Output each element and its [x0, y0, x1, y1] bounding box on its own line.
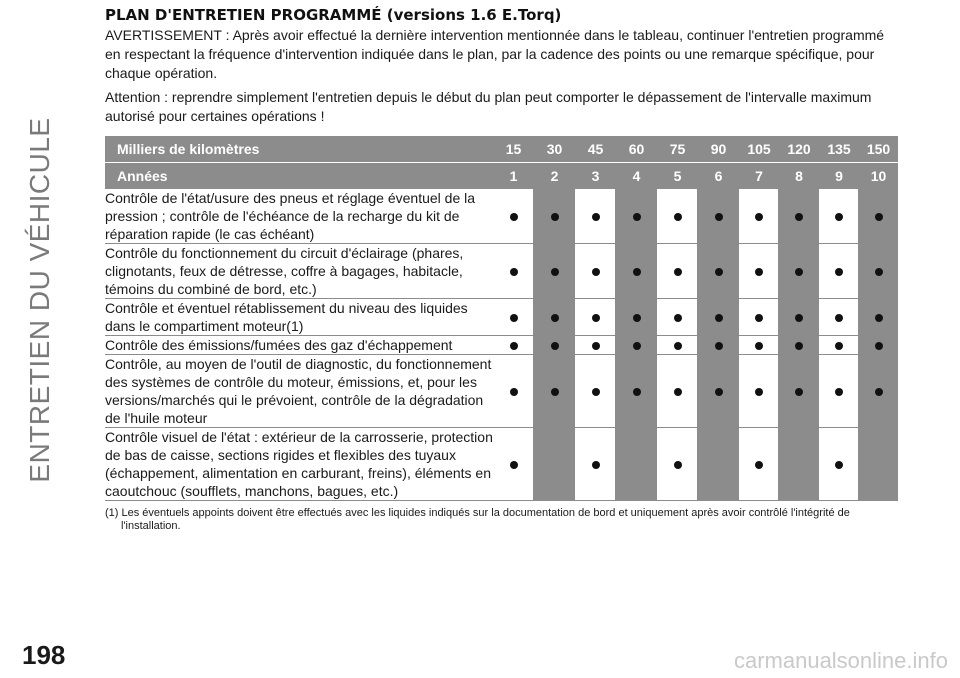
- interval-cell: [819, 299, 859, 336]
- interval-cell: [698, 336, 739, 355]
- interval-cell: [739, 189, 779, 244]
- interval-cell: [657, 355, 698, 428]
- check-dot-icon: [795, 342, 803, 350]
- section-side-title: ENTRETIEN DU VÉHICULE: [24, 117, 55, 483]
- operation-description: Contrôle visuel de l'état : extérieur de la carrosserie, protection de bas de caisse, sections rigides et flexibles des tuyaux (échappement, alimentation en carburant, freins), éléments en caoutchouc (soufflets, manchons, bagues, etc.): [105, 429, 493, 499]
- interval-cell: [657, 336, 698, 355]
- years-header-cell: 8: [779, 163, 819, 190]
- interval-cell: [859, 428, 898, 501]
- years-header-cell: 2: [534, 163, 575, 190]
- interval-cell: [493, 244, 534, 299]
- warning-paragraph: AVERTISSEMENT : Après avoir effectué la dernière intervention mentionnée dans le tableau, continuer l'entretien programmé en respectant la fréquence d'intervention indiquée dans le plan, par la cadence des points ou une remarque spécifique, pour chaque opération.: [105, 27, 885, 81]
- header-row-kilometers: [105, 136, 898, 163]
- interval-cell: [779, 189, 819, 244]
- interval-cell: [657, 244, 698, 299]
- km-header-cell: 30: [534, 136, 575, 163]
- footnote-line-2: l'installation.: [121, 520, 181, 532]
- check-dot-icon: [510, 268, 518, 276]
- interval-cell: [575, 244, 616, 299]
- interval-cell: [575, 428, 616, 501]
- check-dot-icon: [755, 213, 763, 221]
- check-dot-icon: [633, 213, 641, 221]
- check-dot-icon: [633, 342, 641, 350]
- years-header-cell: 1: [493, 163, 534, 190]
- check-dot-icon: [592, 461, 600, 469]
- interval-cell: [575, 336, 616, 355]
- check-dot-icon: [715, 314, 723, 322]
- check-dot-icon: [715, 268, 723, 276]
- check-dot-icon: [795, 213, 803, 221]
- check-dot-icon: [592, 213, 600, 221]
- interval-cell: [819, 336, 859, 355]
- interval-cell: [779, 299, 819, 336]
- interval-cell: [616, 299, 657, 336]
- check-dot-icon: [674, 342, 682, 350]
- check-dot-icon: [835, 342, 843, 350]
- check-dot-icon: [795, 388, 803, 396]
- interval-cell: [616, 428, 657, 501]
- check-dot-icon: [592, 268, 600, 276]
- check-dot-icon: [674, 314, 682, 322]
- check-dot-icon: [551, 388, 559, 396]
- check-dot-icon: [674, 213, 682, 221]
- check-dot-icon: [755, 461, 763, 469]
- check-dot-icon: [875, 314, 883, 322]
- km-header-cell: 45: [575, 136, 616, 163]
- check-dot-icon: [551, 314, 559, 322]
- interval-cell: [616, 336, 657, 355]
- years-header-cell: 5: [657, 163, 698, 190]
- km-header-label: Milliers de kilomètres: [105, 136, 493, 163]
- years-header-cell: 6: [698, 163, 739, 190]
- years-header-cell: 10: [859, 163, 898, 190]
- check-dot-icon: [835, 268, 843, 276]
- page-number: 198: [22, 640, 66, 670]
- check-dot-icon: [674, 268, 682, 276]
- check-dot-icon: [795, 314, 803, 322]
- interval-cell: [616, 244, 657, 299]
- check-dot-icon: [715, 213, 723, 221]
- interval-cell: [657, 299, 698, 336]
- years-header-cell: 7: [739, 163, 779, 190]
- km-header-cell: 135: [819, 136, 859, 163]
- watermark-text: carmanualsonline.info: [733, 648, 948, 673]
- years-header-label: Années: [105, 163, 493, 190]
- check-dot-icon: [755, 342, 763, 350]
- check-dot-icon: [551, 342, 559, 350]
- interval-cell: [657, 189, 698, 244]
- page-heading: PLAN D'ENTRETIEN PROGRAMMÉ (versions 1.6 E.Torq): [105, 6, 562, 24]
- interval-cell: [819, 428, 859, 501]
- check-dot-icon: [875, 213, 883, 221]
- check-dot-icon: [875, 268, 883, 276]
- check-dot-icon: [633, 314, 641, 322]
- operation-description: Contrôle, au moyen de l'outil de diagnostic, du fonctionnement des systèmes de contrôle du moteur, émissions, et, pour les versions/marchés qui le prévoient, contrôle de la dégradation de l'huile moteur: [105, 356, 492, 426]
- footnote: [105, 507, 895, 533]
- maintenance-table: [105, 136, 898, 501]
- interval-cell: [819, 244, 859, 299]
- check-dot-icon: [592, 388, 600, 396]
- interval-cell: [575, 299, 616, 336]
- interval-cell: [493, 189, 534, 244]
- interval-cell: [534, 299, 575, 336]
- operation-description: Contrôle du fonctionnement du circuit d'éclairage (phares, clignotants, feux de détresse, coffre à bagages, habitacle, témoins du combiné de bord, etc.): [105, 244, 493, 299]
- interval-cell: [575, 355, 616, 428]
- check-dot-icon: [674, 388, 682, 396]
- check-dot-icon: [510, 461, 518, 469]
- check-dot-icon: [551, 213, 559, 221]
- check-dot-icon: [510, 213, 518, 221]
- table-row: [105, 189, 898, 244]
- years-header-cell: 3: [575, 163, 616, 190]
- check-dot-icon: [510, 314, 518, 322]
- interval-cell: [739, 244, 779, 299]
- table-body: [105, 189, 898, 501]
- years-header-cell: 9: [819, 163, 859, 190]
- interval-cell: [859, 336, 898, 355]
- table-row: [105, 336, 898, 355]
- interval-cell: [779, 428, 819, 501]
- interval-cell: [698, 189, 739, 244]
- operation-description: Contrôle des émissions/fumées des gaz d'échappement: [105, 336, 493, 355]
- header-row-years: [105, 163, 898, 190]
- check-dot-icon: [795, 268, 803, 276]
- interval-cell: [859, 299, 898, 336]
- interval-cell: [698, 299, 739, 336]
- interval-cell: [819, 355, 859, 428]
- interval-cell: [698, 355, 739, 428]
- km-header-cell: 105: [739, 136, 779, 163]
- interval-cell: [739, 428, 779, 501]
- km-header-cell: 60: [616, 136, 657, 163]
- interval-cell: [493, 299, 534, 336]
- check-dot-icon: [510, 388, 518, 396]
- interval-cell: [534, 189, 575, 244]
- interval-cell: [779, 336, 819, 355]
- check-dot-icon: [715, 342, 723, 350]
- check-dot-icon: [755, 388, 763, 396]
- interval-cell: [779, 355, 819, 428]
- interval-cell: [493, 336, 534, 355]
- operation-description: Contrôle de l'état/usure des pneus et réglage éventuel de la pression ; contrôle de l'échéance de la recharge du kit de réparation rapide (le cas échéant): [105, 189, 493, 244]
- check-dot-icon: [835, 388, 843, 396]
- check-dot-icon: [633, 268, 641, 276]
- km-header-cell: 150: [859, 136, 898, 163]
- table-row: [105, 244, 898, 299]
- km-header-cell: 90: [698, 136, 739, 163]
- interval-cell: [534, 428, 575, 501]
- table-row: [105, 428, 898, 501]
- check-dot-icon: [633, 388, 641, 396]
- check-dot-icon: [715, 388, 723, 396]
- interval-cell: [534, 244, 575, 299]
- interval-cell: [739, 336, 779, 355]
- interval-cell: [534, 355, 575, 428]
- interval-cell: [493, 355, 534, 428]
- check-dot-icon: [755, 314, 763, 322]
- check-dot-icon: [674, 461, 682, 469]
- years-header-cell: 4: [616, 163, 657, 190]
- check-dot-icon: [835, 213, 843, 221]
- interval-cell: [698, 244, 739, 299]
- interval-cell: [657, 428, 698, 501]
- interval-cell: [493, 428, 534, 501]
- footnote-line-1: (1) Les éventuels appoints doivent être effectués avec les liquides indiqués sur la documentation de bord et uniquement après avoir contrôlé l'intégrité de: [105, 507, 850, 519]
- km-header-cell: 120: [779, 136, 819, 163]
- table-row: [105, 355, 898, 428]
- check-dot-icon: [551, 268, 559, 276]
- interval-cell: [616, 189, 657, 244]
- attention-paragraph: Attention : reprendre simplement l'entretien depuis le début du plan peut comporter le dépassement de l'intervalle maximum autorisé pour certaines opérations !: [105, 89, 872, 124]
- interval-cell: [779, 244, 819, 299]
- table-row: [105, 299, 898, 336]
- check-dot-icon: [592, 342, 600, 350]
- km-header-cell: 15: [493, 136, 534, 163]
- km-header-cell: 75: [657, 136, 698, 163]
- check-dot-icon: [755, 268, 763, 276]
- interval-cell: [859, 355, 898, 428]
- check-dot-icon: [592, 314, 600, 322]
- check-dot-icon: [510, 342, 518, 350]
- interval-cell: [739, 299, 779, 336]
- interval-cell: [698, 428, 739, 501]
- check-dot-icon: [835, 461, 843, 469]
- interval-cell: [534, 336, 575, 355]
- page-content: [105, 6, 895, 533]
- check-dot-icon: [835, 314, 843, 322]
- interval-cell: [859, 189, 898, 244]
- check-dot-icon: [875, 388, 883, 396]
- operation-description: Contrôle et éventuel rétablissement du niveau des liquides dans le compartiment moteur(1): [105, 299, 493, 336]
- interval-cell: [616, 355, 657, 428]
- interval-cell: [819, 189, 859, 244]
- interval-cell: [575, 189, 616, 244]
- interval-cell: [859, 244, 898, 299]
- interval-cell: [739, 355, 779, 428]
- check-dot-icon: [875, 342, 883, 350]
